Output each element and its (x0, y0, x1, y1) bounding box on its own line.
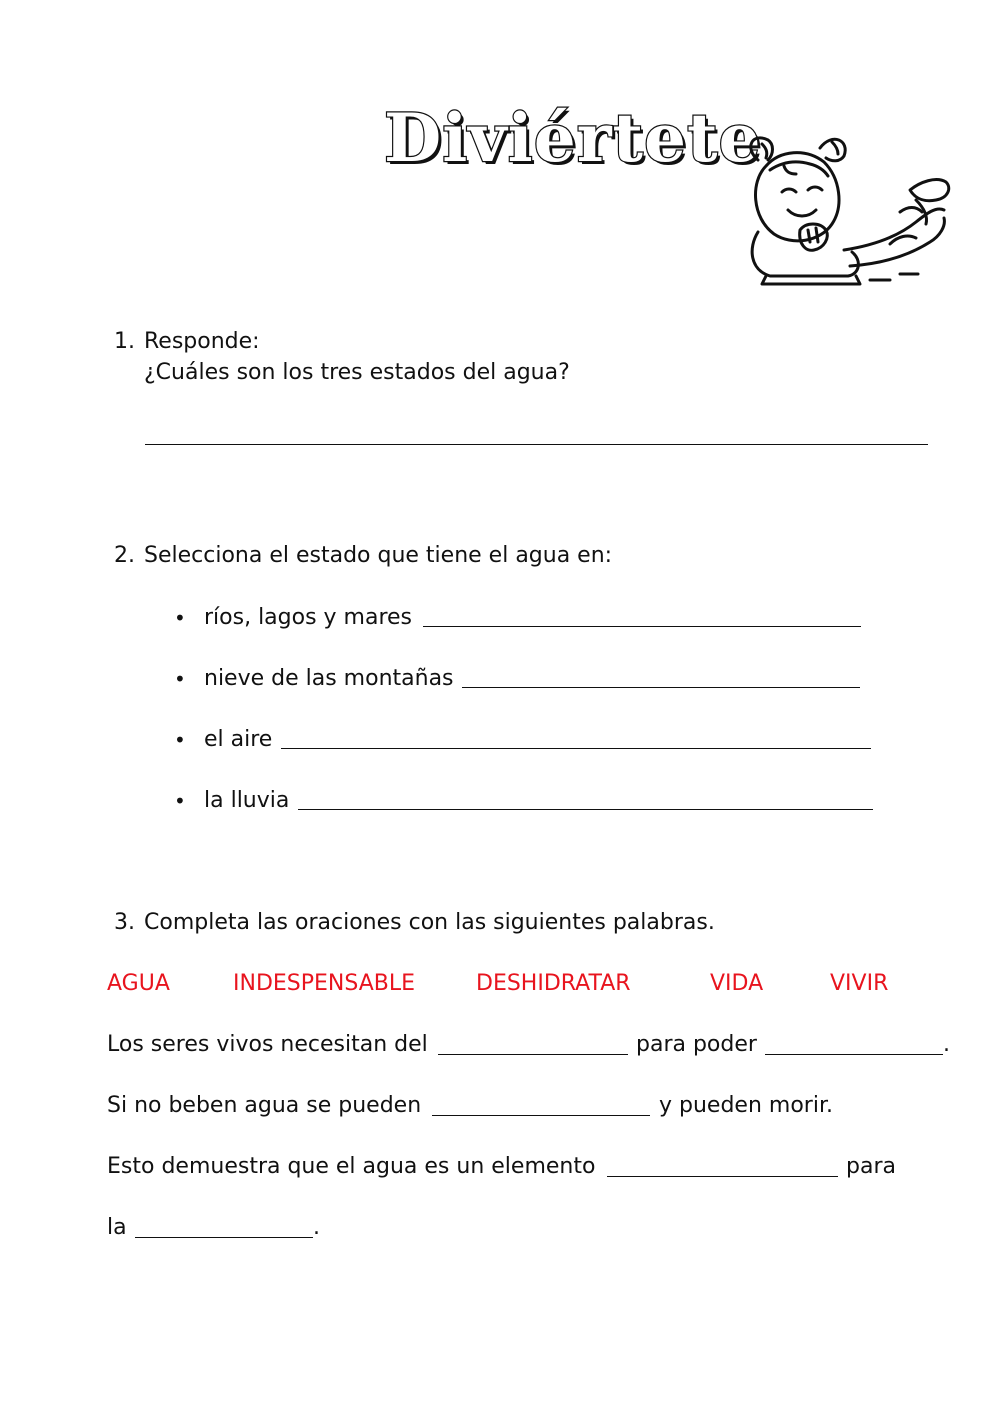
q2-number: 2. (114, 543, 135, 568)
q2-item-answer-line[interactable] (423, 626, 861, 627)
word-bank-item: INDESPENSABLE (233, 971, 416, 996)
sentence-blank[interactable] (438, 1054, 628, 1055)
q1-heading: Responde: (144, 329, 260, 354)
shoe (910, 180, 949, 201)
sentence-text: Si no beben agua se pueden (107, 1093, 422, 1118)
bullet-icon: • (174, 728, 186, 752)
q2-item-answer-line[interactable] (281, 748, 871, 749)
q1-question: ¿Cuáles son los tres estados del agua? (144, 360, 570, 385)
q2-item-answer-line[interactable] (462, 687, 860, 688)
q1-number: 1. (114, 329, 135, 354)
sentence-text: para poder (636, 1032, 757, 1057)
word-bank-item: AGUA (107, 971, 170, 996)
sentence-text: la (107, 1215, 127, 1240)
worksheet-title: Diviértete (384, 99, 762, 177)
q2-item-label: nieve de las montañas (204, 666, 454, 691)
q3-heading: Completa las oraciones con las siguientes palabras. (144, 910, 715, 935)
girl-head (756, 153, 839, 241)
girl-body (752, 232, 858, 276)
sentence-text: . (313, 1215, 320, 1240)
word-bank-item: VIVIR (830, 971, 889, 996)
sentence-blank[interactable] (135, 1237, 313, 1238)
q2-item-label: el aire (204, 727, 273, 752)
q2-heading: Selecciona el estado que tiene el agua en: (144, 543, 613, 568)
sentence-text: y pueden morir. (659, 1093, 833, 1118)
sentence-text: para (846, 1154, 896, 1179)
bullet-icon: • (174, 667, 186, 691)
bullet-icon: • (174, 606, 186, 630)
left-pigtail (751, 138, 773, 160)
q3-number: 3. (114, 910, 135, 935)
bullet-icon: • (174, 789, 186, 813)
sentence-blank[interactable] (432, 1115, 650, 1116)
q2-item-answer-line[interactable] (298, 809, 873, 810)
word-bank-item: DESHIDRATAR (476, 971, 631, 996)
sentence-blank[interactable] (607, 1176, 838, 1177)
sentence-blank[interactable] (765, 1054, 943, 1055)
girl-illustration (740, 126, 956, 288)
sentence-text: . (943, 1032, 950, 1057)
sentence-text: Esto demuestra que el agua es un elemento (107, 1154, 596, 1179)
sentence-text: Los seres vivos necesitan del (107, 1032, 428, 1057)
q2-item-label: la lluvia (204, 788, 290, 813)
q1-answer-line[interactable] (145, 444, 928, 445)
q2-item-label: ríos, lagos y mares (204, 605, 413, 630)
word-bank-item: VIDA (710, 971, 764, 996)
